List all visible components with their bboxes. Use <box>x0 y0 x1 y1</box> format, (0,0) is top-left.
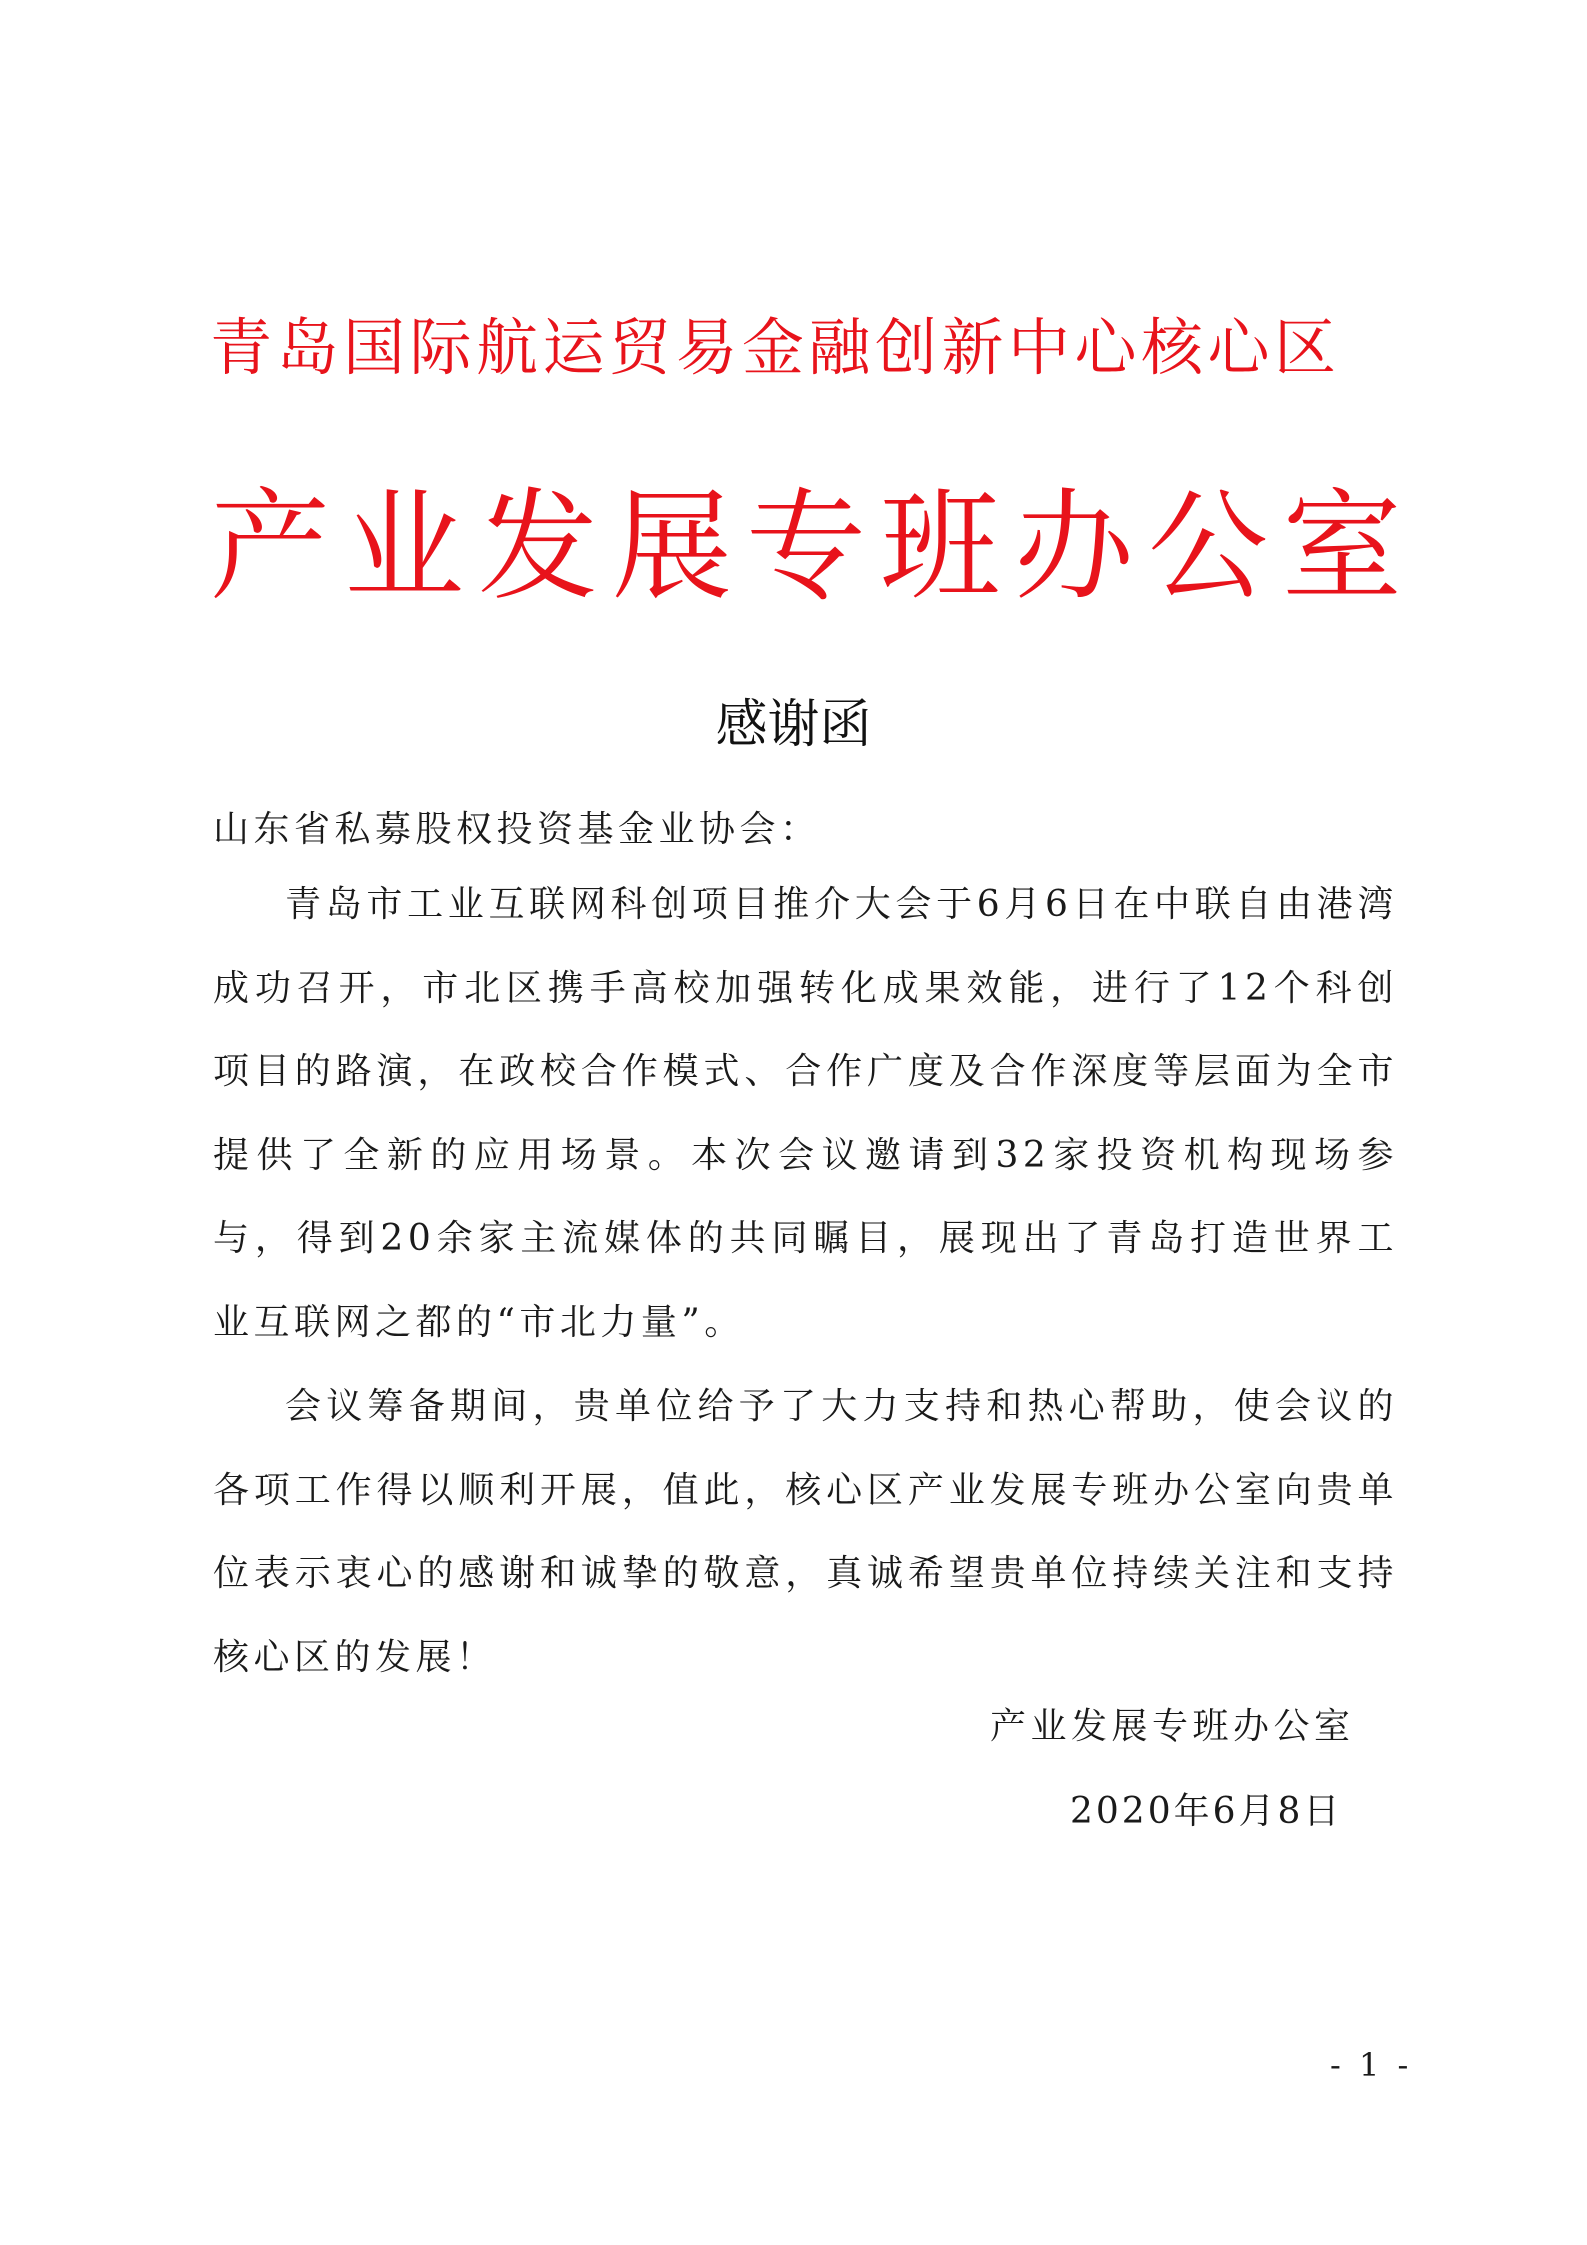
body-paragraph-2: 会议筹备期间，贵单位给予了大力支持和热心帮助，使会议的各项工作得以顺利开展，值此，核心区产业发展专班办公室向贵单位表示衷心的感谢和诚挚的敬意，真诚希望贵单位持续关注和支持核心区的发展！ <box>213 1386 1398 1678</box>
signature-date: 2020年6月8日 <box>1070 1791 1343 1832</box>
salutation: 山东省私募股权投资基金业协会： <box>213 809 821 850</box>
body-paragraph-1: 青岛市工业互联网科创项目推介大会于6月6日在中联自由港湾成功召开，市北区携手高校加强转化成果效能，进行了12个科创项目的路演，在政校合作模式、合作广度及合作深度等层面为全市提供了全新的应用场景。本次会议邀请到32家投资机构现场参与，得到20余家主流媒体的共同瞩目，展现出了青岛打造世界工业互联网之都的“市北力量”。 <box>213 884 1398 1343</box>
issuer-name-line-1: 青岛国际航运贸易金融创新中心核心区 <box>210 311 1341 384</box>
page-number: - 1 - <box>1330 2046 1413 2084</box>
letter-title: 感谢函 <box>715 695 872 755</box>
signature-office: 产业发展专班办公室 <box>990 1706 1355 1747</box>
issuer-name-line-2: 产业发展专班办公室 <box>210 478 1416 617</box>
